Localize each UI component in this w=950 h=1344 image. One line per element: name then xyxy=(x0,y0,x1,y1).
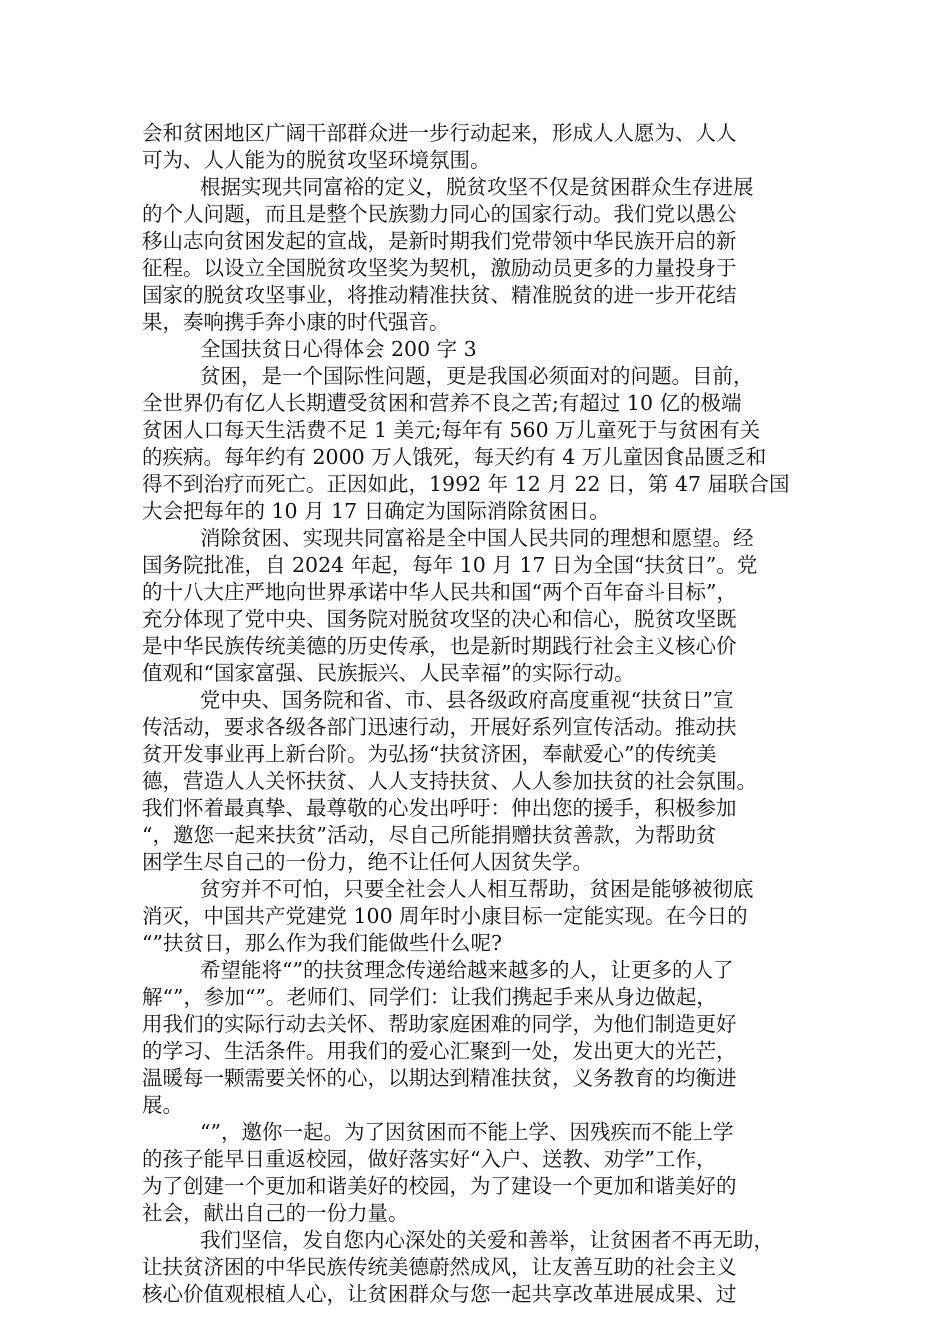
text-line: 让扶贫济困的中华民族传统美德蔚然成风，让友善互助的社会主义 xyxy=(142,1255,737,1279)
text-line: 核心价值观根植人心，让贫困群众与您一起共享改革进展成果、过 xyxy=(142,1282,737,1306)
text-line: 得不到治疗而死亡。正因如此，1992 年 12 月 22 日，第 47 届联合国 xyxy=(142,472,790,496)
document-page xyxy=(142,120,824,1308)
paragraph-first-line: “”，邀你一起。为了因贫困而不能上学、因残疾而不能上学 xyxy=(200,1120,734,1144)
text-line: 用我们的实际行动去关怀、帮助家庭困难的同学，为他们制造更好 xyxy=(142,1012,737,1036)
text-line: 解“”，参加“”。老师们、同学们：让我们携起手来从身边做起， xyxy=(142,985,717,1009)
text-line: 征程。以设立全国脱贫攻坚奖为契机，激励动员更多的力量投身于 xyxy=(142,256,737,280)
text-line: 是中华民族传统美德的历史传承，也是新时期践行社会主义核心价 xyxy=(142,634,737,658)
text-line: 的疾病。每年约有 2000 万人饿死，每天约有 4 万儿童因食品匮乏和 xyxy=(142,445,767,469)
text-line: 消灭，中国共产党建党 100 周年时小康目标一定能实现。在今日的 xyxy=(142,904,748,928)
paragraph-first-line: 党中央、国务院和省、市、县各级政府高度重视“扶贫日”宣 xyxy=(200,688,734,712)
text-line: 的孩子能早日重返校园，做好落实好“入户、送教、劝学”工作， xyxy=(142,1147,717,1171)
text-line: 为了创建一个更加和谐美好的校园，为了建设一个更加和谐美好的 xyxy=(142,1174,737,1198)
text-line: 大会把每年的 10 月 17 日确定为国际消除贫困日。 xyxy=(142,499,610,523)
text-line: 困学生尽自己的一份力，绝不让任何人因贫失学。 xyxy=(142,850,593,874)
text-line: 贫困人口每天生活费不足 1 美元;每年有 560 万儿童死于与贫困有关 xyxy=(142,418,761,442)
text-line: 果，奏响携手奔小康的时代强音。 xyxy=(142,310,450,334)
text-line: 国家的脱贫攻坚事业，将推动精准扶贫、精准脱贫的进一步开花结 xyxy=(142,283,737,307)
text-line: 移山志向贫困发起的宣战，是新时期我们党带领中华民族开启的新 xyxy=(142,229,737,253)
text-line: 全世界仍有亿人长期遭受贫困和营养不良之苦;有超过 10 亿的极端 xyxy=(142,391,742,415)
text-line: 的学习、生活条件。用我们的爱心汇聚到一处，发出更大的光芒， xyxy=(142,1039,737,1063)
paragraph-first-line: 希望能将“”的扶贫理念传递给越来越多的人，让更多的人了 xyxy=(200,958,734,982)
text-line: 贫开发事业再上新台阶。为弘扬“扶贫济困，奉献爱心”的传统美 xyxy=(142,742,717,766)
paragraph-first-line: 消除贫困、实现共同富裕是全中国人民共同的理想和愿望。经 xyxy=(200,526,754,550)
paragraph-first-line: 全国扶贫日心得体会 200 字 3 xyxy=(200,337,477,361)
text-line: “”扶贫日，那么作为我们能做些什么呢? xyxy=(142,931,502,955)
paragraph-first-line: 贫困，是一个国际性问题，更是我国必须面对的问题。目前， xyxy=(200,364,754,388)
text-line: 的个人问题，而且是整个民族勠力同心的国家行动。我们党以愚公 xyxy=(142,202,737,226)
text-line: 温暖每一颗需要关怀的心，以期达到精准扶贫，义务教育的均衡进 xyxy=(142,1066,737,1090)
paragraph-first-line: 根据实现共同富裕的定义，脱贫攻坚不仅是贫困群众生存进展 xyxy=(200,175,754,199)
text-line: 可为、人人能为的脱贫攻坚环境氛围。 xyxy=(142,148,491,172)
text-line: “，邀您一起来扶贫”活动，尽自己所能捐赠扶贫善款，为帮助贫 xyxy=(142,823,717,847)
text-line: 国务院批准，自 2024 年起，每年 10 月 17 日为全国“扶贫日”。党 xyxy=(142,553,758,577)
text-line: 展。 xyxy=(142,1093,183,1117)
text-line: 传活动，要求各级各部门迅速行动，开展好系列宣传活动。推动扶 xyxy=(142,715,737,739)
paragraph-first-line: 贫穷并不可怕，只要全社会人人相互帮助，贫困是能够被彻底 xyxy=(200,877,754,901)
text-line: 的十八大庄严地向世界承诺中华人民共和国“两个百年奋斗目标”， xyxy=(142,580,737,604)
text-line: 会和贫困地区广阔干部群众进一步行动起来，形成人人愿为、人人 xyxy=(142,121,737,145)
paragraph-first-line: 我们坚信，发自您内心深处的关爱和善举，让贫困者不再无助， xyxy=(200,1228,774,1252)
text-line: 值观和“国家富强、民族振兴、人民幸福”的实际行动。 xyxy=(142,661,635,685)
text-line: 社会，献出自己的一份力量。 xyxy=(142,1201,409,1225)
text-line: 德，营造人人关怀扶贫、人人支持扶贫、人人参加扶贫的社会氛围。 xyxy=(142,769,757,793)
text-line: 充分体现了党中央、国务院对脱贫攻坚的决心和信心，脱贫攻坚既 xyxy=(142,607,737,631)
text-line: 我们怀着最真挚、最尊敬的心发出呼吁：伸出您的援手，积极参加 xyxy=(142,796,737,820)
